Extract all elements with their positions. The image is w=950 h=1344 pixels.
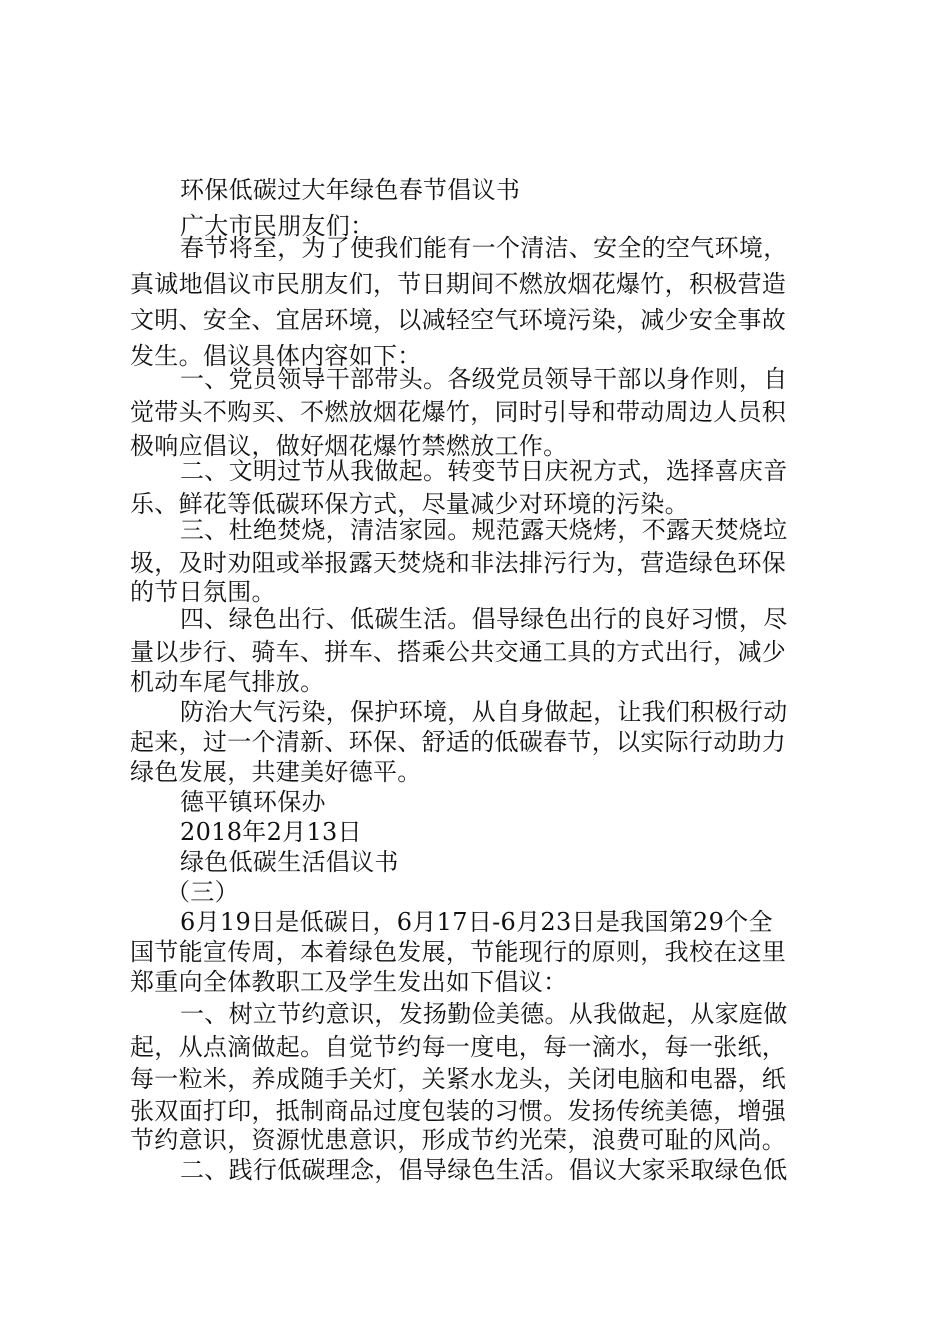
section-title: 绿色低碳生活倡议书 (180, 848, 399, 876)
paragraph-line: 春节将至，为了使我们能有一个清洁、安全的空气环境， (180, 234, 788, 262)
paragraph-line: 四、绿色出行、低碳生活。倡导绿色出行的良好习惯，尽 (180, 605, 788, 633)
paragraph-line: 量以步行、骑车、拼车、搭乘公共交通工具的方式出行，减少 (130, 638, 787, 666)
paragraph-line: 国节能宣传周，本着绿色发展，节能现行的原则，我校在这里 (130, 938, 787, 966)
paragraph-line: 张双面打印，抵制商品过度包装的习惯。发扬传统美德，增强 (130, 1097, 787, 1125)
doc-title: 环保低碳过大年绿色春节倡议书 (180, 176, 521, 204)
paragraph-line: 绿色发展，共建美好德平。 (130, 758, 422, 786)
paragraph-line: 二、文明过节从我做起。转变节日庆祝方式，选择喜庆音 (180, 457, 788, 485)
paragraph-line: 三、杜绝焚烧，清洁家园。规范露天烧烤，不露天焚烧垃 (180, 516, 788, 544)
paragraph-line: 防治大气污染，保护环境，从自身做起，让我们积极行动 (180, 698, 788, 726)
paragraph-line: 二、践行低碳理念，倡导绿色生活。倡议大家采取绿色低 (180, 1156, 788, 1184)
paragraph-line: 6月19日是低碳日，6月17日-6月23日是我国第29个全 (180, 908, 773, 936)
paragraph-line: 文明、安全、宜居环境，以减轻空气环境污染，减少安全事故 (130, 306, 787, 334)
paragraph-line: 起，从点滴做起。自觉节约每一度电，每一滴水，每一张纸， (130, 1033, 787, 1061)
paragraph-line: 郑重向全体教职工及学生发出如下倡议： (130, 968, 568, 996)
paragraph-line: 的节日氛围。 (130, 578, 276, 606)
paragraph-line: 机动车尾气排放。 (130, 668, 325, 696)
salutation: 广大市民朋友们： (180, 212, 375, 240)
paragraph-line: 一、树立节约意识，发扬勤俭美德。从我做起，从家庭做 (180, 1000, 788, 1028)
paragraph-line: 每一粒米，养成随手关灯，关紧水龙头，关闭电脑和电器，纸 (130, 1065, 787, 1093)
paragraph-line: 发生。倡议具体内容如下： (130, 342, 422, 370)
paragraph-line: 节约意识，资源忧患意识，形成节约光荣，浪费可耻的风尚。 (130, 1126, 787, 1154)
paragraph-line: 一、党员领导干部带头。各级党员领导干部以身作则，自 (180, 365, 788, 393)
paragraph-line: 起来，过一个清新、环保、舒适的低碳春节，以实际行动助力 (130, 728, 787, 756)
section-number: （三） (166, 878, 239, 906)
signature-date: 2018年2月13日 (180, 818, 362, 846)
paragraph-line: 极响应倡议，做好烟花爆竹禁燃放工作。 (130, 432, 568, 460)
paragraph-line: 真诚地倡议市民朋友们，节日期间不燃放烟花爆竹，积极营造 (130, 270, 787, 298)
paragraph-line: 乐、鲜花等低碳环保方式，尽量减少对环境的污染。 (130, 490, 689, 518)
paragraph-line: 觉带头不购买、不燃放烟花爆竹，同时引导和带动周边人员积 (130, 398, 787, 426)
paragraph-line: 圾，及时劝阻或举报露天焚烧和非法排污行为，营造绿色环保 (130, 549, 787, 577)
signature-org: 德平镇环保办 (180, 788, 326, 816)
